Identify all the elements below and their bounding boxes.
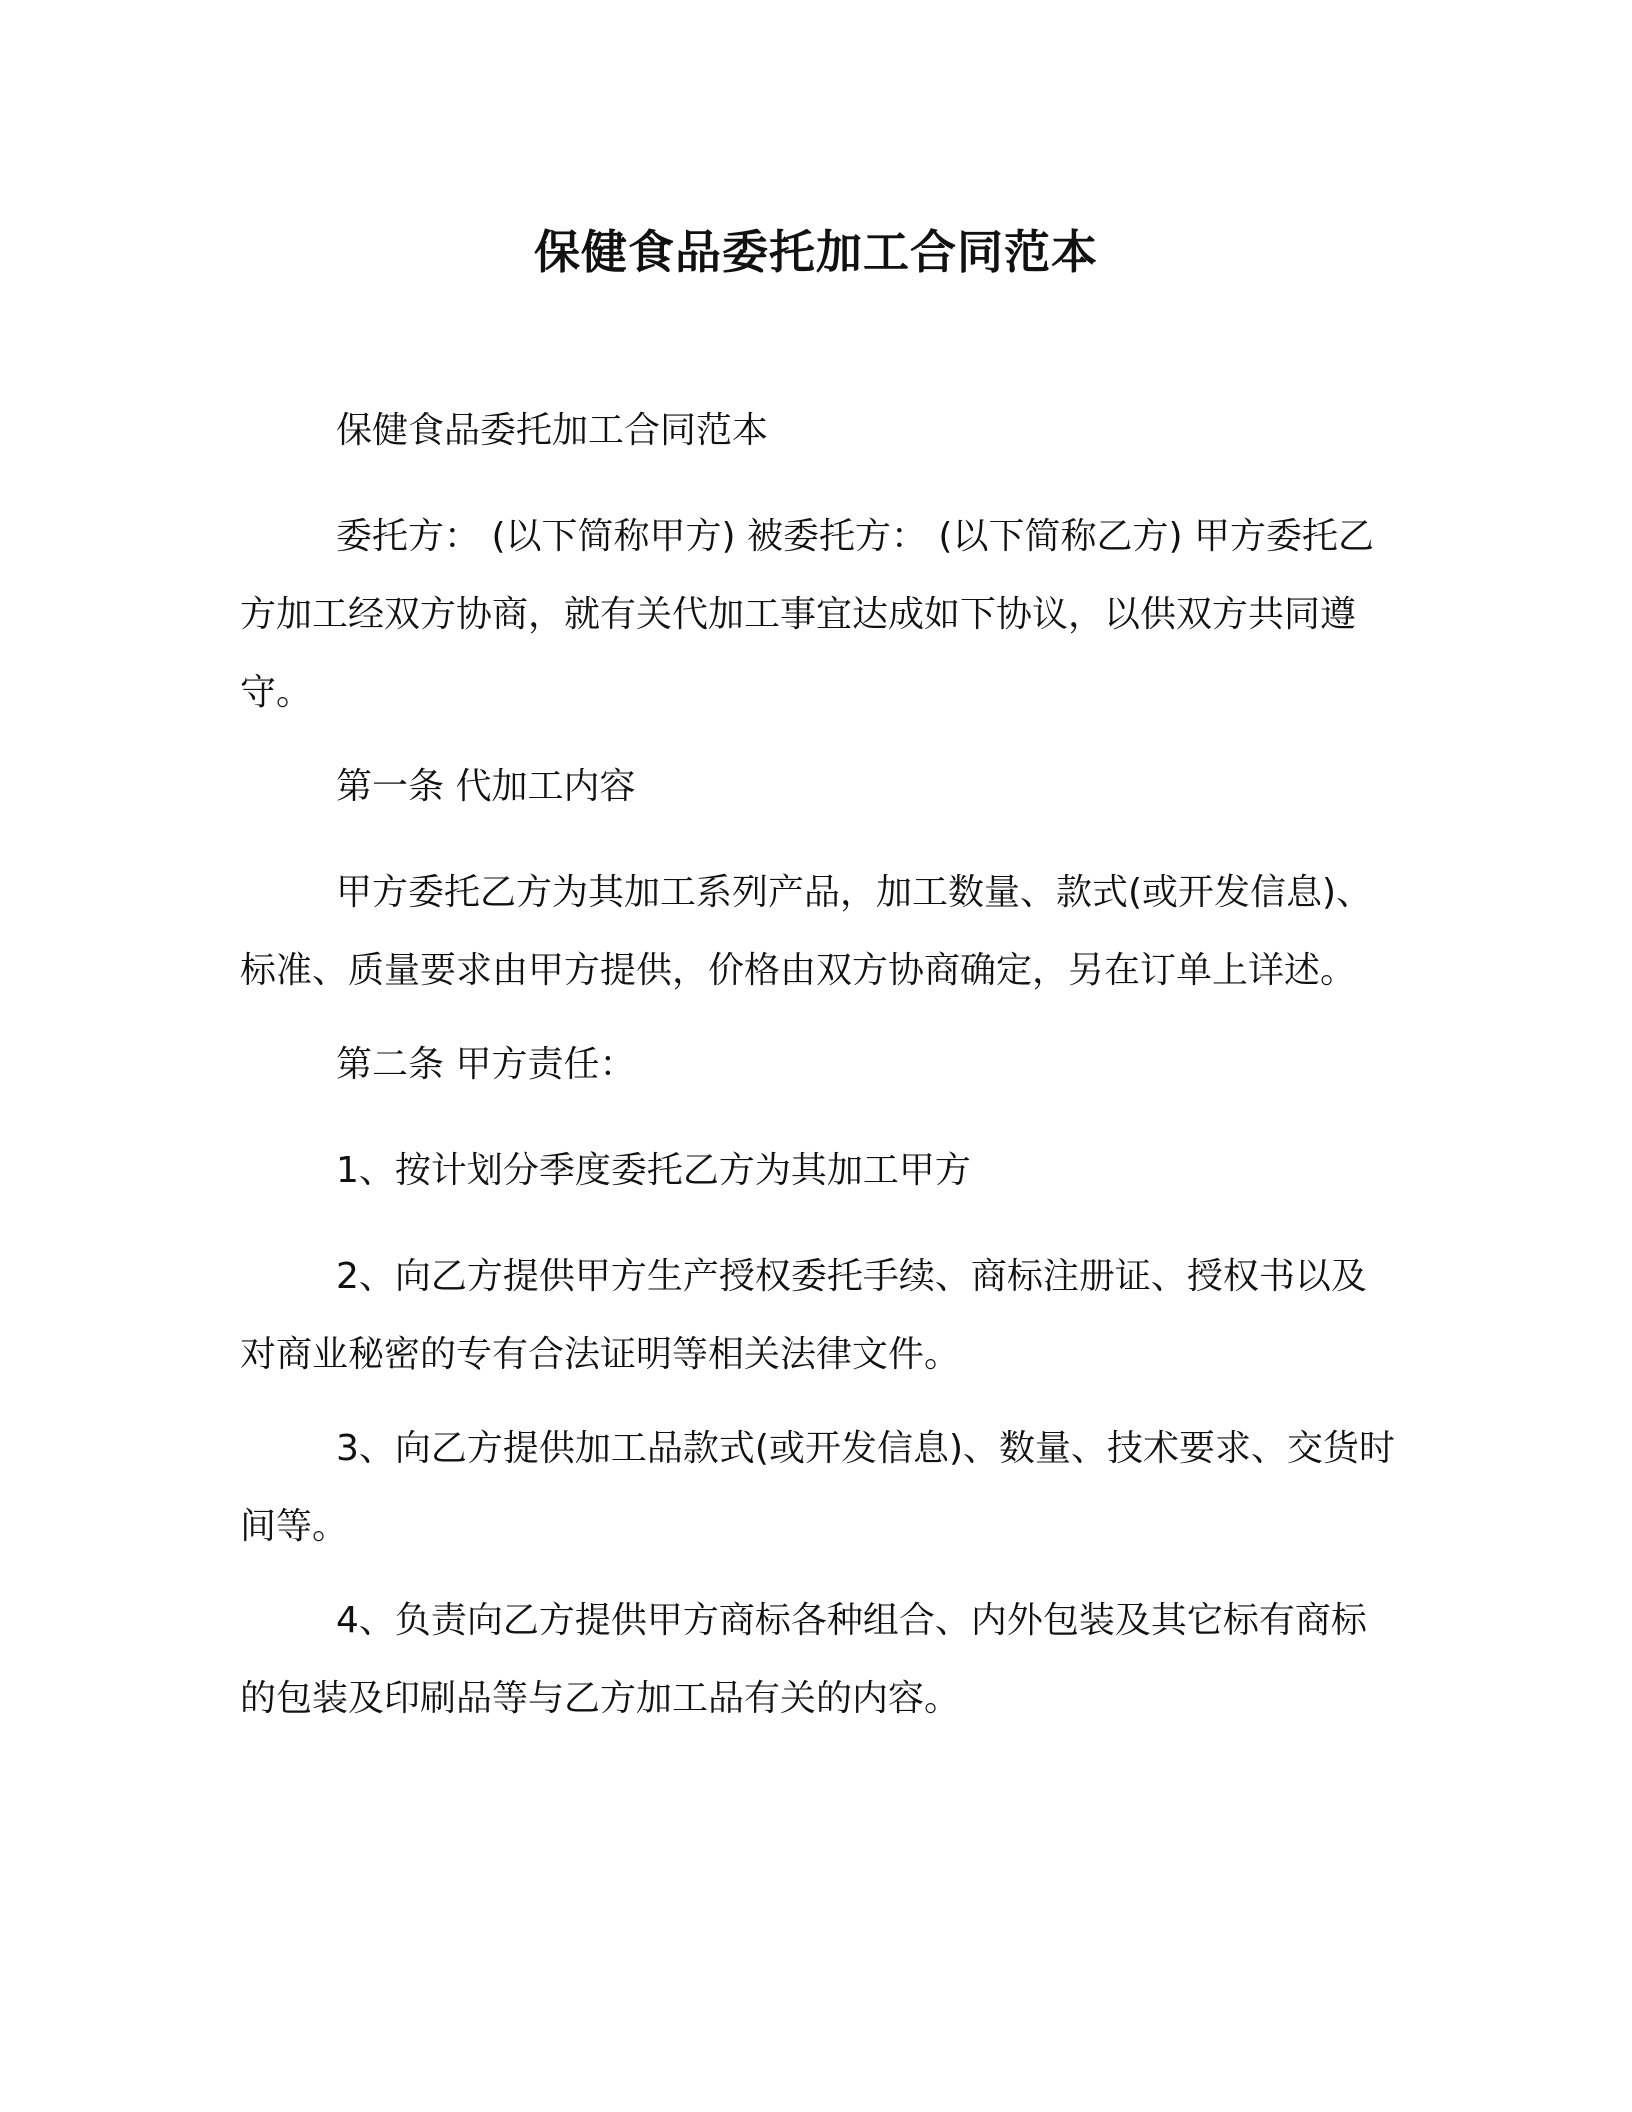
paragraph-article-1-content: 甲方委托乙方为其加工系列产品，加工数量、款式(或开发信息)、标准、质量要求由甲方提供，价格由双方协商确定，另在订单上详述。: [240, 872, 1373, 991]
paragraph-item-2: 2、向乙方提供甲方生产授权委托手续、商标注册证、授权书以及对商业秘密的专有合法证明等相关法律文件。: [240, 1256, 1367, 1375]
paragraph-item-4: 4、负责向乙方提供甲方商标各种组合、内外包装及其它标有商标的包装及印刷品等与乙方加工品有关的内容。: [240, 1600, 1367, 1719]
paragraph-item-1: 1、按计划分季度委托乙方为其加工甲方: [336, 1150, 971, 1191]
paragraph-article-2-heading: 第二条 甲方责任：: [336, 1044, 636, 1085]
paragraph-article-1-heading: 第一条 代加工内容: [336, 766, 636, 807]
paragraph-subtitle: 保健食品委托加工合同范本: [336, 410, 769, 451]
document-title: 保健食品委托加工合同范本: [534, 225, 1098, 279]
paragraph-parties: 委托方： (以下简称甲方) 被委托方： (以下简称乙方) 甲方委托乙方加工经双方协商，就有关代加工事宜达成如下协议，以供双方共同遵守。: [240, 516, 1374, 713]
paragraph-item-3: 3、向乙方提供加工品款式(或开发信息)、数量、技术要求、交货时间等。: [240, 1428, 1395, 1547]
